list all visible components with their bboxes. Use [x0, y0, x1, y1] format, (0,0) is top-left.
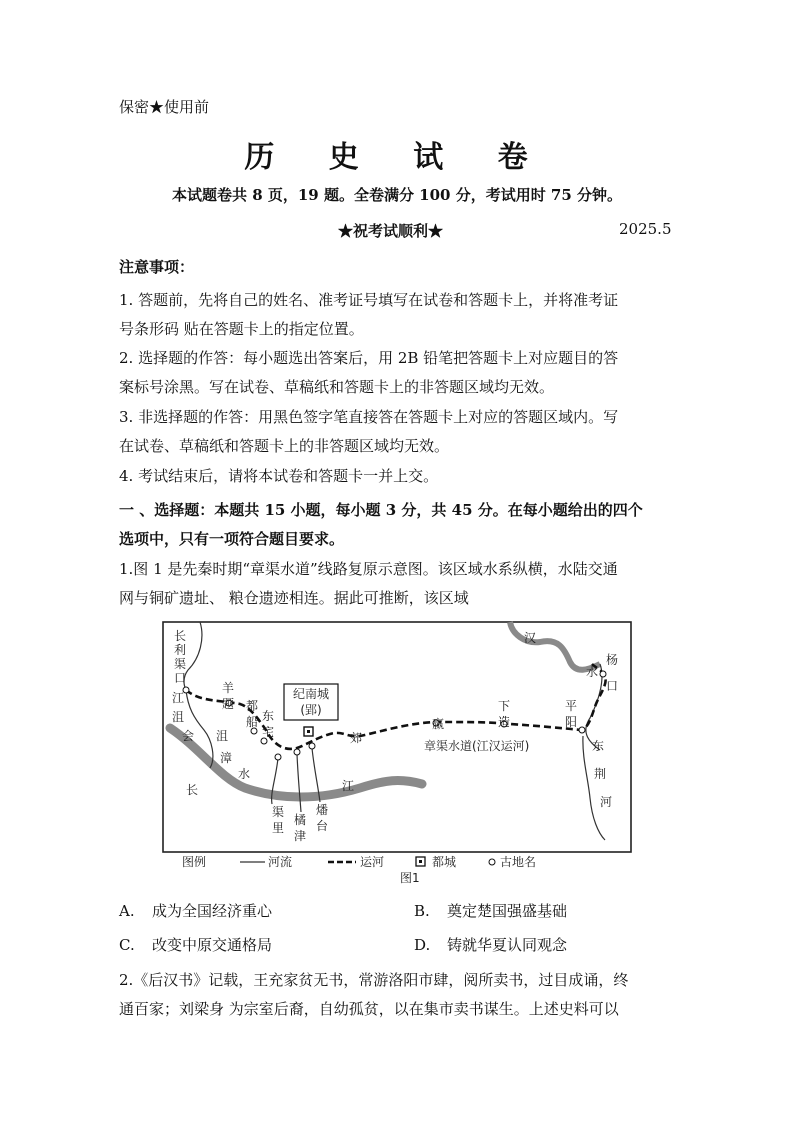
note-item-1-line1: 1. 答题前，先将自己的姓名、准考证号填写在试卷和答题卡上，并将准考证: [119, 291, 619, 309]
label-pingyang-2: 阳: [565, 715, 578, 729]
map-frame: [163, 622, 631, 852]
label-dongjing-3: 河: [600, 795, 613, 809]
section-one-line2: 选项中，只有一项符合题目要求。: [119, 530, 345, 548]
option-d-letter: D.: [414, 936, 431, 954]
section-one-heading: [119, 496, 671, 554]
note-item-1: [119, 286, 671, 344]
legend-capital-label: 都城: [432, 855, 457, 869]
label-xiazao-2: 造: [498, 715, 511, 729]
label-li: 利: [174, 643, 187, 657]
legend-title: 图例: [182, 855, 207, 869]
label-quli-1: 渠: [272, 805, 285, 819]
label-jiang-hui-2: 沮: [172, 710, 185, 724]
question-1-stem: [119, 555, 671, 613]
label-dongzhai-2: 宅: [262, 725, 275, 739]
option-d: [414, 934, 567, 955]
label-ying2: 嬴: [432, 717, 445, 731]
label-dongjing-1: 东: [592, 739, 605, 753]
note-item-3-line1: 3. 非选择题的作答：用黑色签字笔直接答在答题卡上对应的答题区域内。写: [119, 408, 619, 426]
label-chang: 长: [174, 629, 187, 643]
label-jiang-river: 江: [342, 779, 355, 793]
place-quli: [275, 754, 281, 760]
label-judjin-1: 橘: [294, 813, 307, 827]
option-a-letter: A.: [119, 902, 135, 920]
page-title: 历 史 试 卷: [244, 140, 550, 175]
option-c: [119, 934, 272, 955]
label-jiao: 郊: [350, 731, 363, 745]
label-judjin-2: 津: [294, 829, 307, 843]
label-shui: 水: [586, 665, 599, 679]
label-yangkou-1: 杨: [606, 653, 619, 667]
question-2-line2: 通百家；刘梁身 为宗室后裔，自幼孤贫，以在集市卖书谋生。上述史料可以: [119, 1000, 619, 1018]
label-duchuan-1: 都: [246, 699, 259, 713]
label-yangti-2: 题: [222, 697, 235, 711]
place-yangkou: [600, 671, 606, 677]
question-2-line1: 2.《后汉书》记载，王充家贫无书，常游洛阳市肆，阅所卖书，过目成诵，终: [119, 971, 629, 989]
section-one-line1: 一 、选择题：本题共 15 小题，每小题 3 分，共 45 分。在每小题给出的四个: [119, 501, 643, 519]
ying-label: (郢): [300, 703, 322, 717]
note-item-2-line2: 案标号涂黑。写在试卷、草稿纸和答题卡上的非答题区域均无效。: [119, 378, 555, 396]
note-item-1-line2: 号条形码 贴在答题卡上的指定位置。: [119, 320, 364, 338]
place-fantai: [309, 743, 315, 749]
label-fantai-2: 台: [316, 819, 329, 833]
label-ju: 沮: [216, 729, 229, 743]
map-figure: [160, 618, 636, 890]
legend-place-icon: [489, 859, 495, 865]
option-a: [119, 900, 272, 921]
option-c-letter: C.: [119, 936, 135, 954]
option-b: [414, 900, 567, 921]
place-judjin: [294, 749, 300, 755]
label-fantai-1: 燔: [316, 803, 329, 817]
label-duchuan-2: 船: [246, 715, 259, 729]
legend-place-label: 古地名: [500, 855, 537, 869]
label-xiazao-1: 下: [498, 699, 511, 713]
label-zhang: 漳: [220, 751, 233, 765]
label-pingyang-1: 平: [565, 699, 578, 713]
legend-canal-label: 运河: [360, 855, 385, 869]
option-b-letter: B.: [414, 902, 430, 920]
option-d-text: 铸就华夏认同观念: [447, 936, 568, 954]
option-c-text: 改变中原交通格局: [152, 936, 273, 954]
confidential-label: 保密★使用前: [119, 98, 210, 116]
option-b-text: 奠定楚国强盛基础: [447, 902, 568, 920]
note-item-2: [119, 344, 671, 402]
capital-dot: [307, 730, 310, 733]
label-quli-2: 里: [272, 821, 285, 835]
label-yangti-1: 羊: [222, 681, 235, 695]
canal-name-label: 章渠水道(江汉运河): [424, 739, 530, 753]
label-qu: 渠: [174, 657, 187, 671]
exam-date: 2025.5: [619, 220, 672, 238]
figure-caption: 图1: [400, 871, 420, 885]
question-2-stem: [119, 966, 671, 1024]
wish-line: ★祝考试顺利★: [338, 222, 444, 240]
option-a-text: 成为全国经济重心: [152, 902, 273, 920]
label-jiang-hui-1: 江: [172, 691, 185, 705]
label-dongzhai-1: 东: [262, 709, 275, 723]
label-jiang-hui-3: 会: [182, 729, 195, 743]
note-item-3-line2: 在试卷、草稿纸和答题卡上的非答题区域均无效。: [119, 437, 450, 455]
notes-heading: 注意事项：: [119, 258, 195, 276]
label-shui2: 水: [238, 767, 251, 781]
label-kou: 口: [174, 671, 187, 685]
label-han: 汉: [524, 631, 537, 645]
question-1-line1: 1.图 1 是先秦时期“章渠水道”线路复原示意图。该区域水系纵横，水陆交通: [119, 560, 618, 578]
label-chang-river: 长: [186, 783, 199, 797]
place-pingyang: [579, 727, 585, 733]
note-item-2-line1: 2. 选择题的作答：每小题选出答案后，用 2B 铅笔把答题卡上对应题目的答: [119, 349, 619, 367]
note-item-3: [119, 403, 671, 461]
exam-subtitle: 本试题卷共 8 页，19 题。全卷满分 100 分，考试用时 75 分钟。: [171, 186, 623, 204]
jinancheng-label: 纪南城: [292, 687, 330, 701]
label-dongjing-2: 荆: [594, 767, 607, 781]
legend-river-label: 河流: [268, 855, 293, 869]
label-yangkou-2: 口: [606, 679, 619, 693]
question-1-line2: 网与铜矿遗址、 粮仓遗迹相连。据此可推断，该区域: [119, 589, 469, 607]
note-item-4: 4. 考试结束后，请将本试卷和答题卡一并上交。: [119, 467, 439, 485]
legend-capital-dot: [419, 860, 422, 863]
